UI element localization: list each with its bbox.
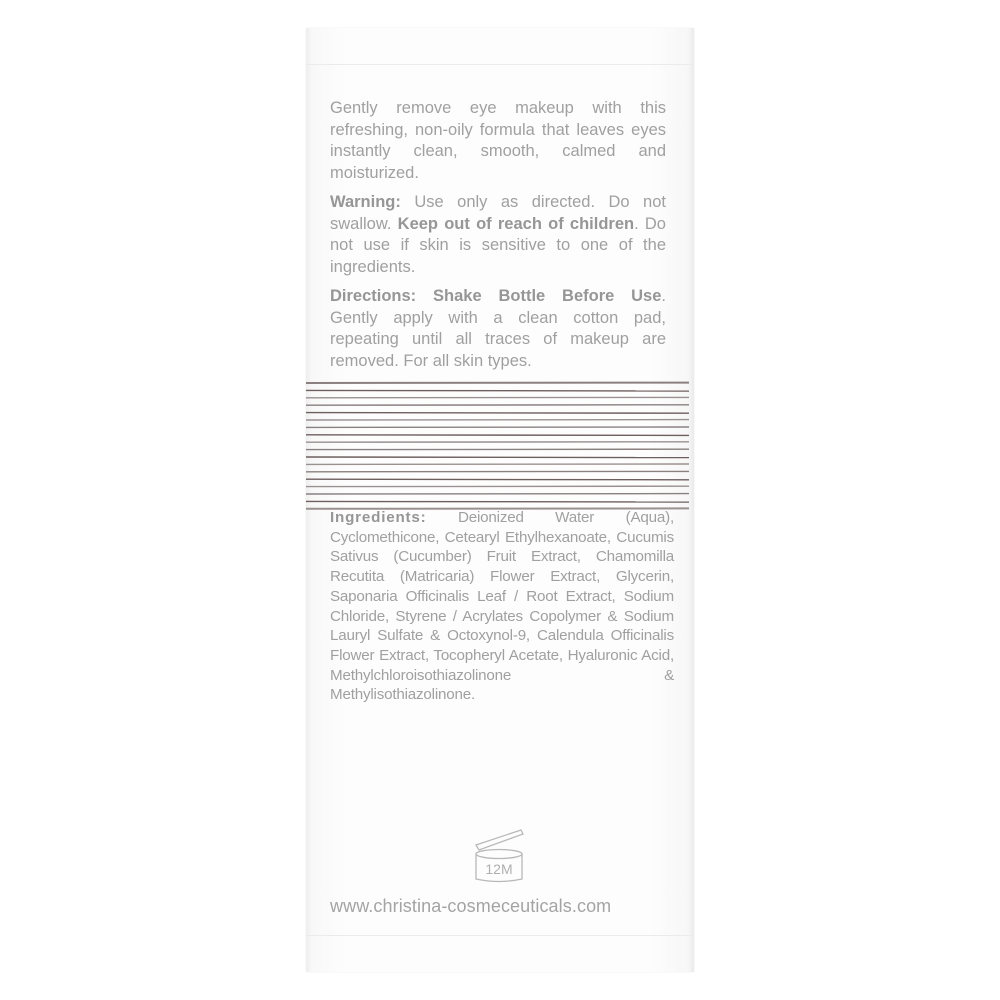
stripe-line xyxy=(306,457,689,458)
pao-symbol xyxy=(471,824,527,884)
directions-label: Directions: Shake Bottle Before Use xyxy=(330,287,662,305)
warning-paragraph xyxy=(330,192,666,278)
stripe-line xyxy=(306,413,689,414)
ingredients-label: Ingredients: xyxy=(330,509,427,526)
warning-emphasis: Keep out of reach of children xyxy=(397,214,635,233)
description-block xyxy=(330,98,666,380)
ingredients-block xyxy=(330,508,674,705)
intro-text: Gently remove eye makeup with this refreshing, non-oily formula that leaves eyes instantly clean, smooth, calmed and moisturized. xyxy=(330,99,666,182)
stripe-line xyxy=(306,435,689,436)
directions-text: . Gently apply with a clean cotton pad, repeating until all traces of makeup are removed. For all skin types. xyxy=(330,287,666,370)
warning-text-2: . Do not use if skin is sensitive to one of the ingredients. xyxy=(330,214,666,276)
stripe-line xyxy=(306,479,689,480)
product-box-back-panel xyxy=(306,28,694,972)
directions-paragraph xyxy=(330,286,666,372)
ingredients-text: Deionized Water (Aqua), Cyclomethicone, Cetearyl Ethylhexanoate, Cucumis Sativus (Cucumber) Fruit Extract, Chamomilla Recutita (Matricaria) Flower Extract, Glycerin, Saponaria Officinalis Leaf / Root Extract, Sodium Chloride, Styrene / Acrylates Copolymer & Sodium Lauryl Sulfate & Octoxynol-9, Calendula Officinalis Flower Extract, Tocopheryl Acetate, Hyaluronic Acid, Methylchloroisothiazolinone & Methylisothiazolinone. xyxy=(330,509,674,704)
decorative-stripes xyxy=(306,380,689,518)
warning-text: Use only as directed. Do not swallow. xyxy=(330,193,666,233)
bottom-fold-line xyxy=(306,935,694,936)
stripe-line xyxy=(306,501,689,502)
stripe-line xyxy=(306,390,689,391)
top-fold-line xyxy=(306,64,694,65)
warning-label: Warning: xyxy=(330,193,401,211)
website-url: www.christina-cosmeceuticals.com xyxy=(330,896,612,916)
pao-label: 12M xyxy=(485,861,513,877)
